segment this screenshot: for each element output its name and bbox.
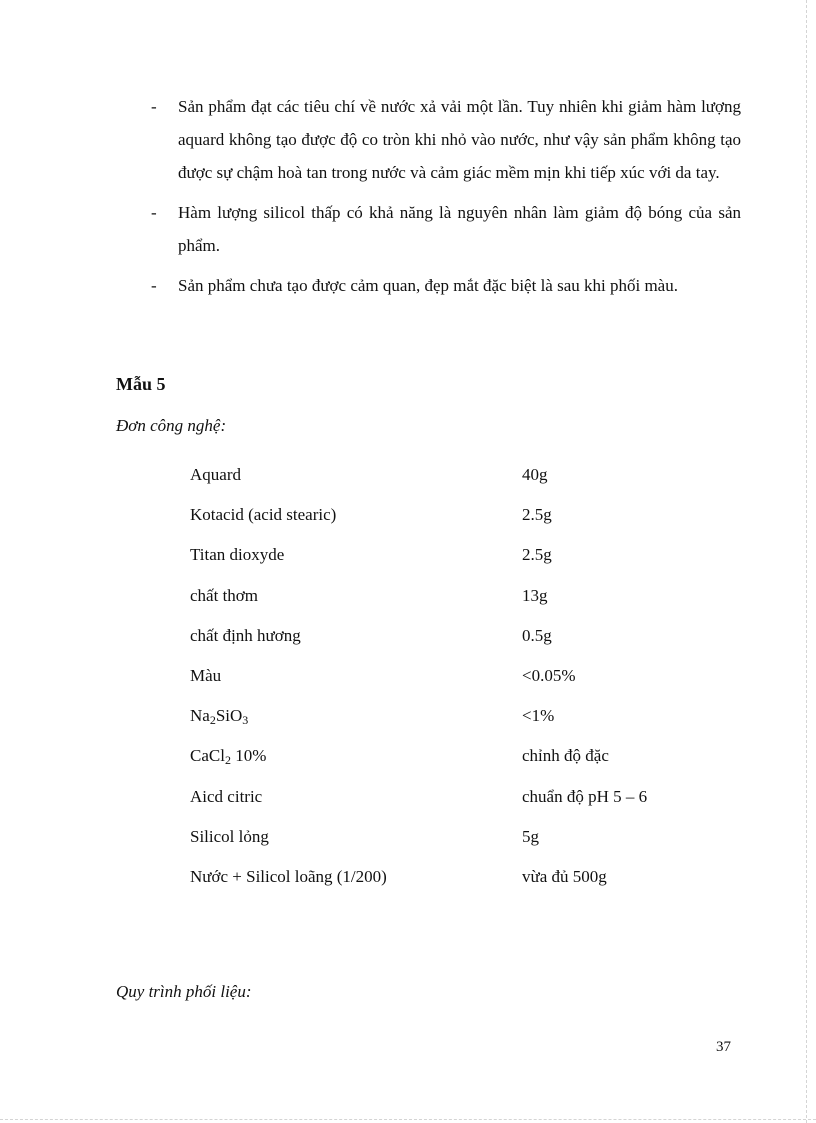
recipe-table bbox=[190, 455, 710, 897]
list-item bbox=[151, 269, 741, 302]
table-row bbox=[190, 535, 710, 575]
table-row bbox=[190, 656, 710, 696]
table-row bbox=[190, 696, 710, 736]
ingredient-name: CaCl$_2$ 10% bbox=[190, 746, 267, 768]
table-row bbox=[190, 455, 710, 495]
ingredient-quantity: 0.5g bbox=[522, 625, 552, 645]
page-number: 37 bbox=[716, 1039, 731, 1055]
ingredient-name: chất thơm bbox=[190, 585, 258, 605]
bullet-dash: - bbox=[151, 276, 157, 295]
formula-label: Đơn công nghệ: bbox=[116, 416, 227, 435]
ingredient-name: chất định hương bbox=[190, 625, 301, 645]
bullet-text: Sản phẩm đạt các tiêu chí về nước xả vải một lần. Tuy nhiên khi giảm hàm lượng aquard không tạo được độ co tròn khi nhỏ vào nước, như vậy sản phẩm không tạo được sự chậm hoà tan trong nước và cảm giác mềm mịn khi tiếp xúc với da tay. bbox=[178, 97, 741, 182]
table-row bbox=[190, 817, 710, 857]
ingredient-name: Aicd citric bbox=[190, 786, 263, 806]
ingredient-quantity: 13g bbox=[522, 585, 548, 605]
bullet-text: Sản phẩm chưa tạo được cảm quan, đẹp mắt đặc biệt là sau khi phối màu. bbox=[178, 276, 678, 295]
bullet-dash: - bbox=[151, 97, 157, 116]
table-row bbox=[190, 736, 710, 776]
table-row bbox=[190, 857, 710, 897]
ingredient-name: Nước + Silicol loãng (1/200) bbox=[190, 866, 387, 886]
page-border-right bbox=[806, 0, 807, 1123]
ingredient-name: Aquard bbox=[190, 465, 241, 485]
ingredient-quantity: 5g bbox=[522, 826, 539, 846]
ingredient-quantity: <0.05% bbox=[522, 666, 576, 686]
ingredient-name: $Na_2SiO_3$ bbox=[190, 706, 249, 728]
table-row bbox=[190, 495, 710, 535]
bullet-text: Hàm lượng silicol thấp có khả năng là nguyên nhân làm giảm độ bóng của sản phẩm. bbox=[178, 203, 741, 255]
process-label: Quy trình phối liệu: bbox=[116, 982, 252, 1001]
bullet-list bbox=[151, 90, 741, 309]
table-row bbox=[190, 616, 710, 656]
ingredient-name: Silicol lỏng bbox=[190, 826, 269, 846]
ingredient-quantity: chuẩn độ pH 5 – 6 bbox=[522, 786, 648, 806]
table-row bbox=[190, 777, 710, 817]
table-row bbox=[190, 576, 710, 616]
list-item bbox=[151, 196, 741, 262]
ingredient-quantity: 2.5g bbox=[522, 545, 552, 565]
list-item bbox=[151, 90, 741, 189]
ingredient-quantity: chỉnh độ đặc bbox=[522, 746, 609, 766]
ingredient-name: Titan dioxyde bbox=[190, 545, 285, 565]
ingredient-quantity: 40g bbox=[522, 465, 548, 485]
ingredient-name: Màu bbox=[190, 666, 222, 686]
ingredient-quantity: 2.5g bbox=[522, 505, 552, 525]
sample-heading: Mẫu 5 bbox=[116, 374, 166, 394]
ingredient-quantity: <1% bbox=[522, 706, 555, 726]
page-border-bottom bbox=[0, 1119, 816, 1120]
ingredient-name: Kotacid (acid stearic) bbox=[190, 505, 337, 525]
bullet-dash: - bbox=[151, 203, 157, 222]
ingredient-quantity: vừa đủ 500g bbox=[522, 866, 607, 886]
